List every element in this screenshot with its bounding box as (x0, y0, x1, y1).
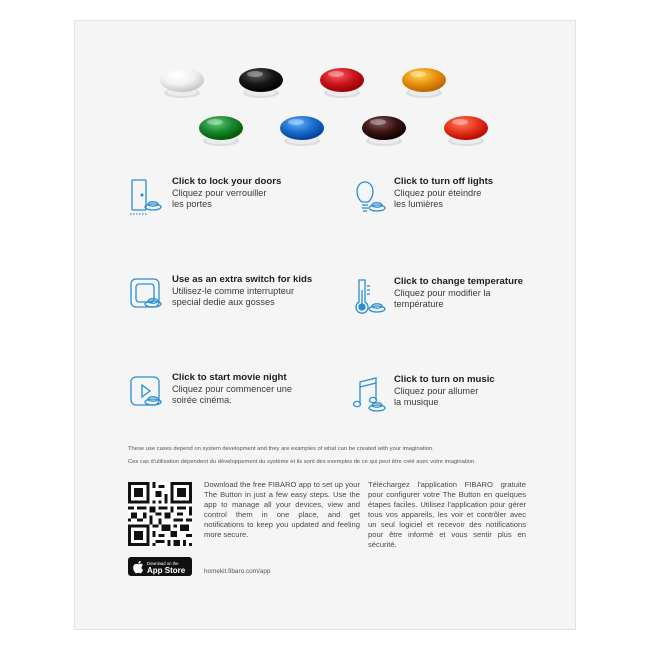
feature-lock-doors (128, 176, 281, 218)
feature-lock-en: Click to lock your doors (172, 176, 282, 187)
door-lock-icon (128, 176, 166, 218)
app-store-big-text: App Store (147, 565, 186, 575)
button-red (312, 62, 372, 102)
download-text-en: Download the free FIBARO app to set up your The Button in just a few easy steps. Use the app to manage all your devices, view and control them in one place, and get notifications to keep you updated and feeling more secure. (204, 480, 360, 539)
feature-movie-fr: Cliquez pour commencer une soirée cinéma. (172, 383, 293, 405)
wall-switch-icon (128, 274, 166, 316)
button-white (152, 62, 212, 102)
feature-music-en: Click to turn on music (394, 374, 495, 385)
feature-kids-switch (128, 274, 312, 316)
feature-lock-fr: Cliquez pour verrouiller les portes (172, 187, 267, 209)
feature-kids-en: Use as an extra switch for kids (172, 274, 313, 285)
music-note-icon (350, 374, 388, 416)
feature-music-fr: Cliquez pour allumer la musique (394, 385, 479, 407)
apple-logo-icon (132, 560, 144, 574)
thermometer-icon (350, 276, 388, 318)
feature-temperature-fr: Cliquez pour modifier la température (394, 287, 491, 309)
button-black (231, 62, 291, 102)
button-orange (394, 62, 454, 102)
feature-movie-night (128, 372, 292, 414)
button-red-orange (436, 110, 496, 150)
app-url[interactable]: homekit.fibaro.com/app (204, 568, 271, 575)
download-text-fr: Téléchargez l'application FIBARO gratuite pour configurer votre The Button en quelques étapes faciles. Utilisez l'application pour gérer tous vos appareils, les voir et contrôler avec un seul logiciel et recevoir des notifications pour être informé et vous sentir plus en sécurité. (368, 480, 526, 549)
app-store-badge[interactable] (128, 557, 192, 576)
button-blue (272, 110, 332, 150)
note-en: These use cases depend on system development and they are examples of what can be created with your imagination. (128, 446, 434, 452)
package-back-panel (74, 20, 576, 630)
play-icon (128, 372, 166, 414)
qr-code[interactable] (128, 482, 192, 546)
button-brown (354, 110, 414, 150)
feature-lights (350, 176, 493, 218)
feature-movie-en: Click to start movie night (172, 372, 287, 383)
light-bulb-icon (350, 176, 388, 218)
button-green (191, 110, 251, 150)
feature-lights-en: Click to turn off lights (394, 176, 494, 187)
app-store-small-text: Download on the (147, 560, 179, 566)
feature-temperature-en: Click to change temperature (394, 276, 524, 287)
note-fr: Ces cas d'utilisation dépendent du développement du système et ils sont des exemples de ce qui peut être créé avec votre imagination. (128, 459, 476, 465)
feature-music (350, 374, 495, 416)
feature-kids-fr: Utilisez-le comme interrupteur special dedie aux gosses (172, 285, 295, 307)
feature-lights-fr: Cliquez pour éteindre les lumières (394, 187, 482, 209)
feature-temperature (350, 276, 523, 318)
